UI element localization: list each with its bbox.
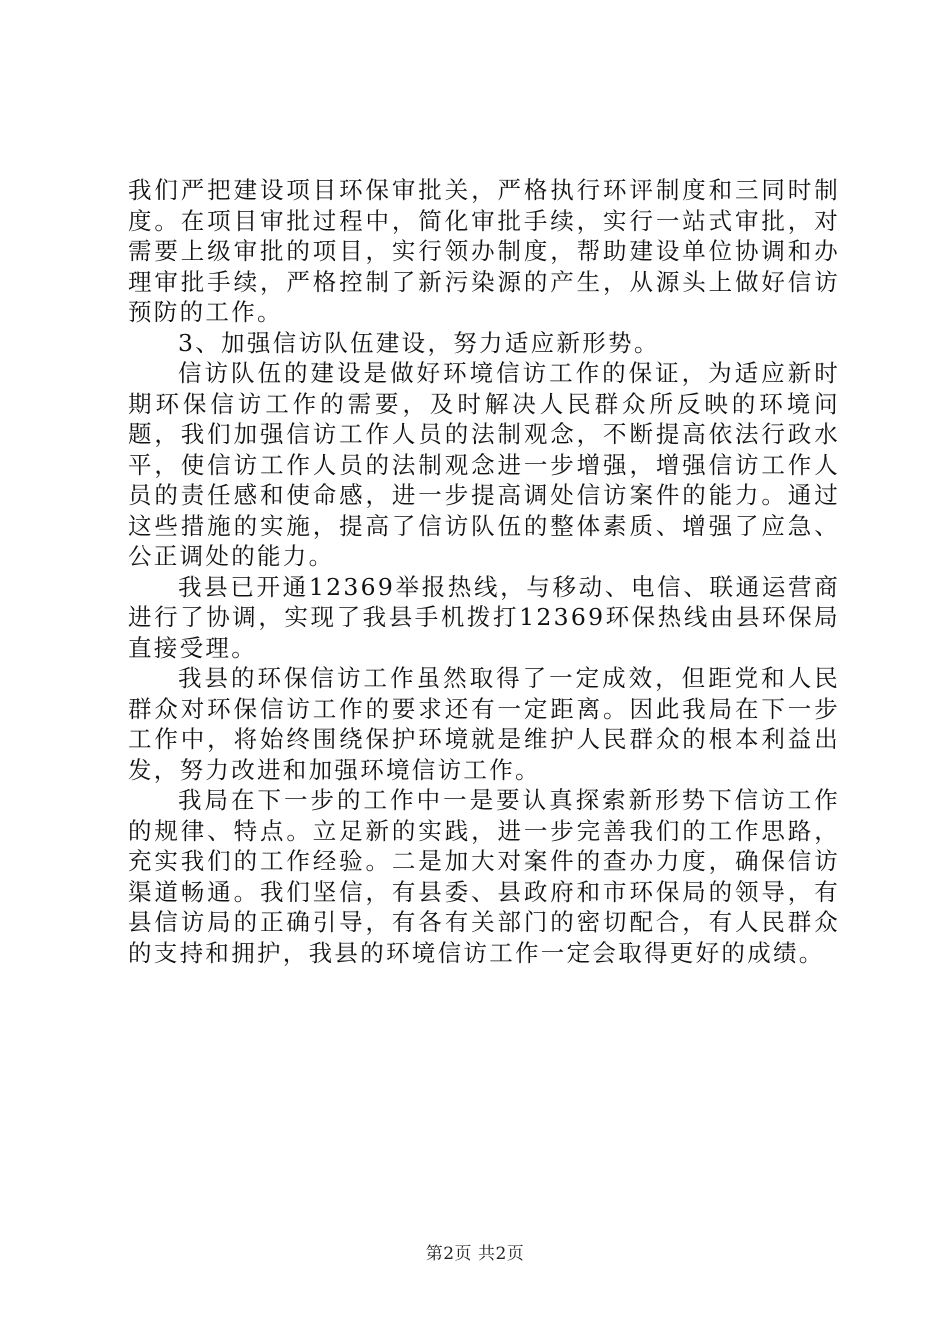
paragraph: 信访队伍的建设是做好环境信访工作的保证，为适应新时期环保信访工作的需要，及时解决人民群众所反映的环境问题，我们加强信访工作人员的法制观念，不断提高依法行政水平，使信访工作人员的法制观念进一步增强，增强信访工作人员的责任感和使命感，进一步提高调处信访案件的能力。通过这些措施的实施，提高了信访队伍的整体素质、增强了应急、公正调处的能力。: [128, 359, 840, 570]
paragraph: 我局在下一步的工作中一是要认真探索新形势下信访工作的规律、特点。立足新的实践，进一步完善我们的工作思路，充实我们的工作经验。二是加大对案件的查办力度，确保信访渠道畅通。我们坚信，有县委、县政府和市环保局的领导，有县信访局的正确引导，有各有关部门的密切配合，有人民群众的支持和拥护，我县的环境信访工作一定会取得更好的成绩。: [128, 786, 840, 967]
document-body: [128, 175, 840, 968]
paragraph: 我县的环保信访工作虽然取得了一定成效，但距党和人民群众对环保信访工作的要求还有一定距离。因此我局在下一步工作中，将始终围绕保护环境就是维护人民群众的根本利益出发，努力改进和加强环境信访工作。: [128, 664, 840, 784]
paragraph-continued: 我们严把建设项目环保审批关，严格执行环评制度和三同时制度。在项目审批过程中，简化审批手续，实行一站式审批，对需要上级审批的项目，实行领办制度，帮助建设单位协调和办理审批手续，严格控制了新污染源的产生，从源头上做好信访预防的工作。: [128, 176, 840, 326]
paragraph: 我县已开通12369举报热线，与移动、电信、联通运营商进行了协调，实现了我县手机拨打12369环保热线由县环保局直接受理。: [128, 572, 840, 662]
section-heading: 3、加强信访队伍建设，努力适应新形势。: [178, 328, 660, 357]
page-number-footer: 第2页 共2页: [425, 1244, 525, 1264]
